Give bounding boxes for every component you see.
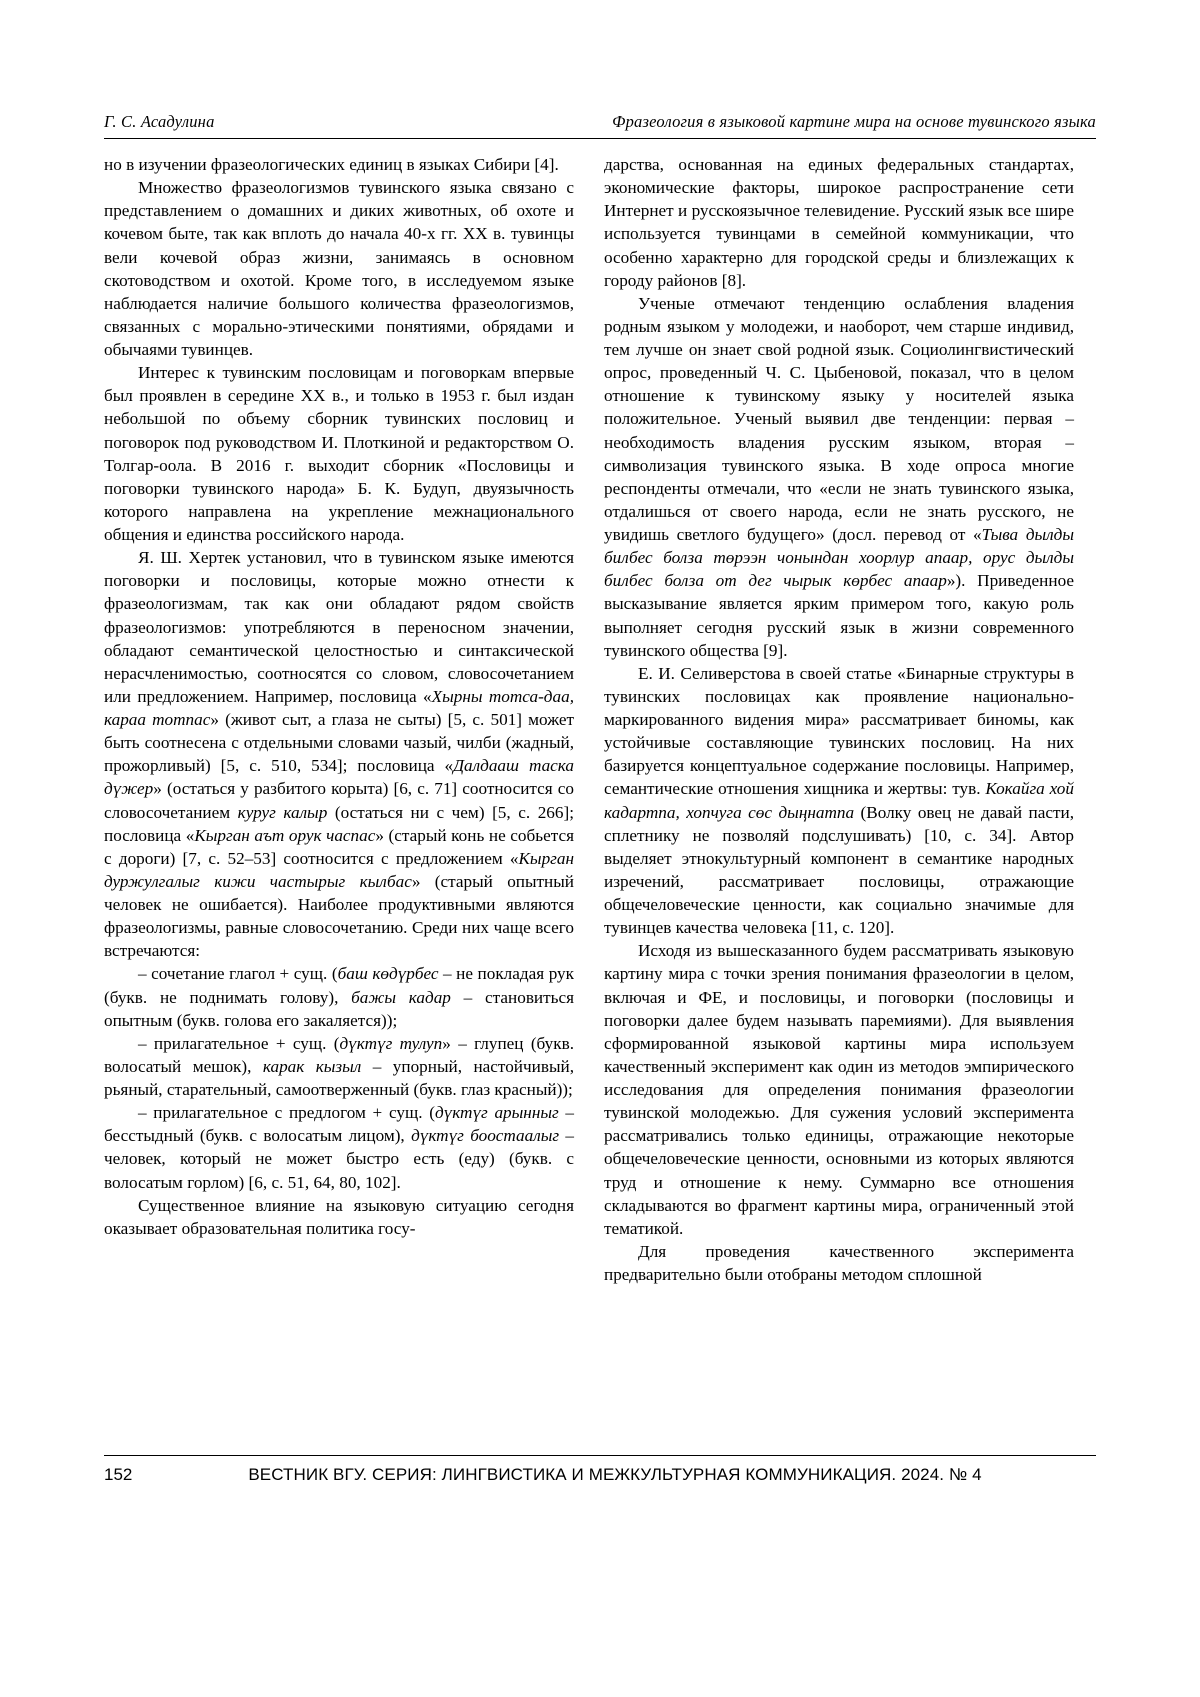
- page-footer: [104, 1465, 1096, 1485]
- paragraph: [104, 546, 574, 962]
- paragraph-list-item: [104, 1101, 574, 1194]
- journal-citation: ВЕСТНИК ВГУ. СЕРИЯ: ЛИНГВИСТИКА И МЕЖКУЛЬТУРНАЯ КОММУНИКАЦИЯ. 2024. № 4: [248, 1465, 982, 1484]
- quoted-phrase: дүктүг тулуп: [339, 1033, 443, 1053]
- text-run: Е. И. Селиверстова в своей статье «Бинарные структуры в тувинских пословицах как проявление национально-маркированного видения мира» рассматривает биномы, как устойчивые составляющие тувинских пословиц. На них базируется концептуальное содержание пословицы. Например, семантические отношения хищника и жертвы: тув.: [604, 663, 1074, 799]
- quoted-proverb: Кырган аът орук часпас: [194, 825, 376, 845]
- quoted-phrase: дүктүг боостаалыг: [411, 1126, 560, 1146]
- paragraph: Интерес к тувинским пословицам и поговоркам впервые был проявлен в середине XX в., и только в 1953 г. был издан небольшой по объему сборник тувинских пословиц и поговорок под руководством И. Плоткиной и редакторством О. Толгар-оола. В 2016 г. выходит сборник «Пословицы и поговорки тувинского народа» Б. К. Будуп, двуязычность которого направлена на укрепление межнационального общения и единства российского народа.: [104, 363, 574, 544]
- header-rule: [104, 138, 1096, 139]
- quoted-phrase: бажы кадар: [351, 987, 451, 1007]
- text-run: » (живот сыт, а глаза не сыты) [5, с. 501] может быть соотнесена с отдельными словами чазый, чилби (жадный, прожорливый) [5, с. 510, 534]; пословица «: [104, 710, 574, 776]
- text-run: »). Приведенное высказывание является ярким примером того, какую роль выполняет сегодня русский язык в жизни современного тувинского общества [9].: [604, 571, 1074, 660]
- quoted-phrase: баш көдүрбес: [337, 964, 439, 984]
- text-run: » (старый опытный человек не ошибается). Наиболее продуктивными являются фразеологизмы, равные словосочетанию. Среди них чаще всего встречаются:: [104, 871, 575, 961]
- paragraph: [604, 292, 1074, 662]
- text-run: – сочетание глагол + сущ. (: [138, 964, 338, 984]
- quoted-proverb: Хырны тотса-даа, карaa тотпас: [104, 686, 574, 729]
- quoted-phrase: дүктүг арынныг: [434, 1103, 559, 1123]
- text-run: Ученые отмечают тенденцию ослабления владения родным языком у молодежи, и наоборот, чем старше индивид, тем лучше он знает свой родной язык. Социолингвистический опрос, проведенный Ч. С. Цыбеновой, показал, что в целом отношение к тувинскому языку у носителей языка положительное. Ученый выявил две тенденции: первая – необходимость владения русским языком, вторая – символизация тувинского языка. В ходе опроса многие респонденты отмечали, что «если не знать тувинского языка, отдалишься от своего народа, если не знать русского, не увидишь светлого будущего» (досл. перевод от «: [604, 293, 1074, 544]
- paragraph: [604, 662, 1074, 940]
- text-run: (Волку овец не давай пасти, сплетнику не позволяй подслушивать) [10, с. 34]. Автор выделяет этнокультурный компонент в семантике народных изречений, рассматривает пословицы, отражающие общечеловеческие ценности, как социально значимые для тувинцев качества человека [11, с. 120].: [604, 802, 1074, 938]
- quoted-phrase: куруг калыр: [237, 802, 328, 822]
- text-run: – становиться опытным (букв. голова его закаляется));: [104, 987, 575, 1030]
- text-run: » (старый конь не собьется с дороги) [7, с. 52–53] соотносится с предложением «: [104, 825, 574, 868]
- quoted-phrase: карак кызыл: [262, 1056, 362, 1076]
- running-head: [104, 112, 1096, 132]
- paragraph: Множество фразеологизмов тувинского языка связано с представлением о домашних и диких животных, об охоте и кочевом быте, так как вплоть до начала 40-х гг. XX в. тувинцы вели кочевой образ жизни, занимаясь в основном скотоводством и охотой. Кроме того, в исследуемом языке наблюдается наличие большого количества фразеологизмов, связанных с морально-этическими понятиями, обрядами и обычаями тувинцев.: [104, 178, 574, 359]
- body-columns: [104, 153, 1096, 1443]
- footer-rule: [104, 1455, 1096, 1456]
- paragraph-list-item: [104, 962, 574, 1031]
- text-run: (остаться ни с чем) [5, с. 266]; пословица «: [104, 802, 574, 845]
- paragraph-list-item: [104, 1032, 574, 1101]
- quoted-proverb: Кырган дуржулгалыг кижи частырыг кылбас: [104, 848, 574, 891]
- right-column: [604, 153, 1074, 1443]
- text-run: – человек, который не может быстро есть (еду) (букв. с волосатым горлом) [6, с. 51, 64, 80, 102].: [104, 1126, 575, 1192]
- text-run: – бесстыдный (букв. с волосатым лицом),: [104, 1103, 575, 1146]
- text-run: – не покладая рук (букв. не поднимать голову),: [104, 964, 574, 1007]
- text-run: – упорный, настойчивый, рьяный, старательный, самоотверженный (букв. глаз красный));: [104, 1056, 574, 1099]
- quoted-proverb: Далдааш таска дүжер: [104, 756, 574, 799]
- running-head-author: Г. С. Асадулина: [104, 112, 215, 131]
- paragraph: Существенное влияние на языковую ситуацию сегодня оказывает образовательная политика госу-: [104, 1195, 574, 1238]
- paragraph: но в изучении фразеологических единиц в языках Сибири [4].: [104, 155, 559, 174]
- paragraph: Исходя из вышесказанного будем рассматривать языковую картину мира с точки зрения понимания фразеологии в целом, включая и ФЕ, и пословицы, и поговорки (пословицы и поговорки далее будем называть паремиями). Для выявления сформированной языковой картины мира используем качественный эксперимент как один из методов эмпирического исследования для определения понимания фразеологии тувинской молодежью. Для сужения условий эксперимента рассматривались только единицы, отражающие некоторые общечеловеческие ценности, основными из которых являются труд и отношение к нему. Суммарно все отношения складываются во фрагмент картины мира, ограниченный этой тематикой.: [604, 941, 1074, 1238]
- text-run: Я. Ш. Хертек установил, что в тувинском языке имеются поговорки и пословицы, которые можно отнести к фразеологизмам, так как они обладают рядом свойств фразеологизмов: употребляются в переносном значении, обладают семантической целостностью и синтаксической нерасчленимостью, соотносятся со словом, словосочетанием или предложением. Например, пословица «: [104, 548, 574, 706]
- paragraph: дарства, основанная на единых федеральных стандартах, экономические факторы, широкое распространение сети Интернет и русскоязычное телевидение. Русский язык все шире используется тувинцами в семейной коммуникации, что особенно характерно для городской среды и близлежащих к городу районов [8].: [604, 155, 1074, 290]
- running-head-title: Фразеология в языковой картине мира на основе тувинского языка: [612, 112, 1096, 131]
- page-number: 152: [104, 1465, 133, 1484]
- paragraph: Для проведения качественного эксперимента предварительно были отобраны методом сплошной: [604, 1241, 1074, 1284]
- left-column: [104, 153, 574, 1443]
- quoted-proverb: Тыва дылды билбес болза төрээн чонындан хоорлур апаар, орус дылды билбес болза от дег чырык көрбес апаар: [604, 525, 1074, 591]
- text-run: – прилагательное + сущ. (: [138, 1033, 340, 1053]
- text-run: » – глупец (букв. волосатый мешок),: [104, 1033, 575, 1076]
- quoted-proverb: Кокайга хой кадартпа, хопчуга сөс дыңнатпа: [604, 779, 1074, 822]
- text-run: – прилагательное с предлогом + сущ. (: [138, 1103, 435, 1123]
- text-run: » (остаться у разбитого корыта) [6, с. 71] соотносится со словосочетанием: [104, 779, 574, 822]
